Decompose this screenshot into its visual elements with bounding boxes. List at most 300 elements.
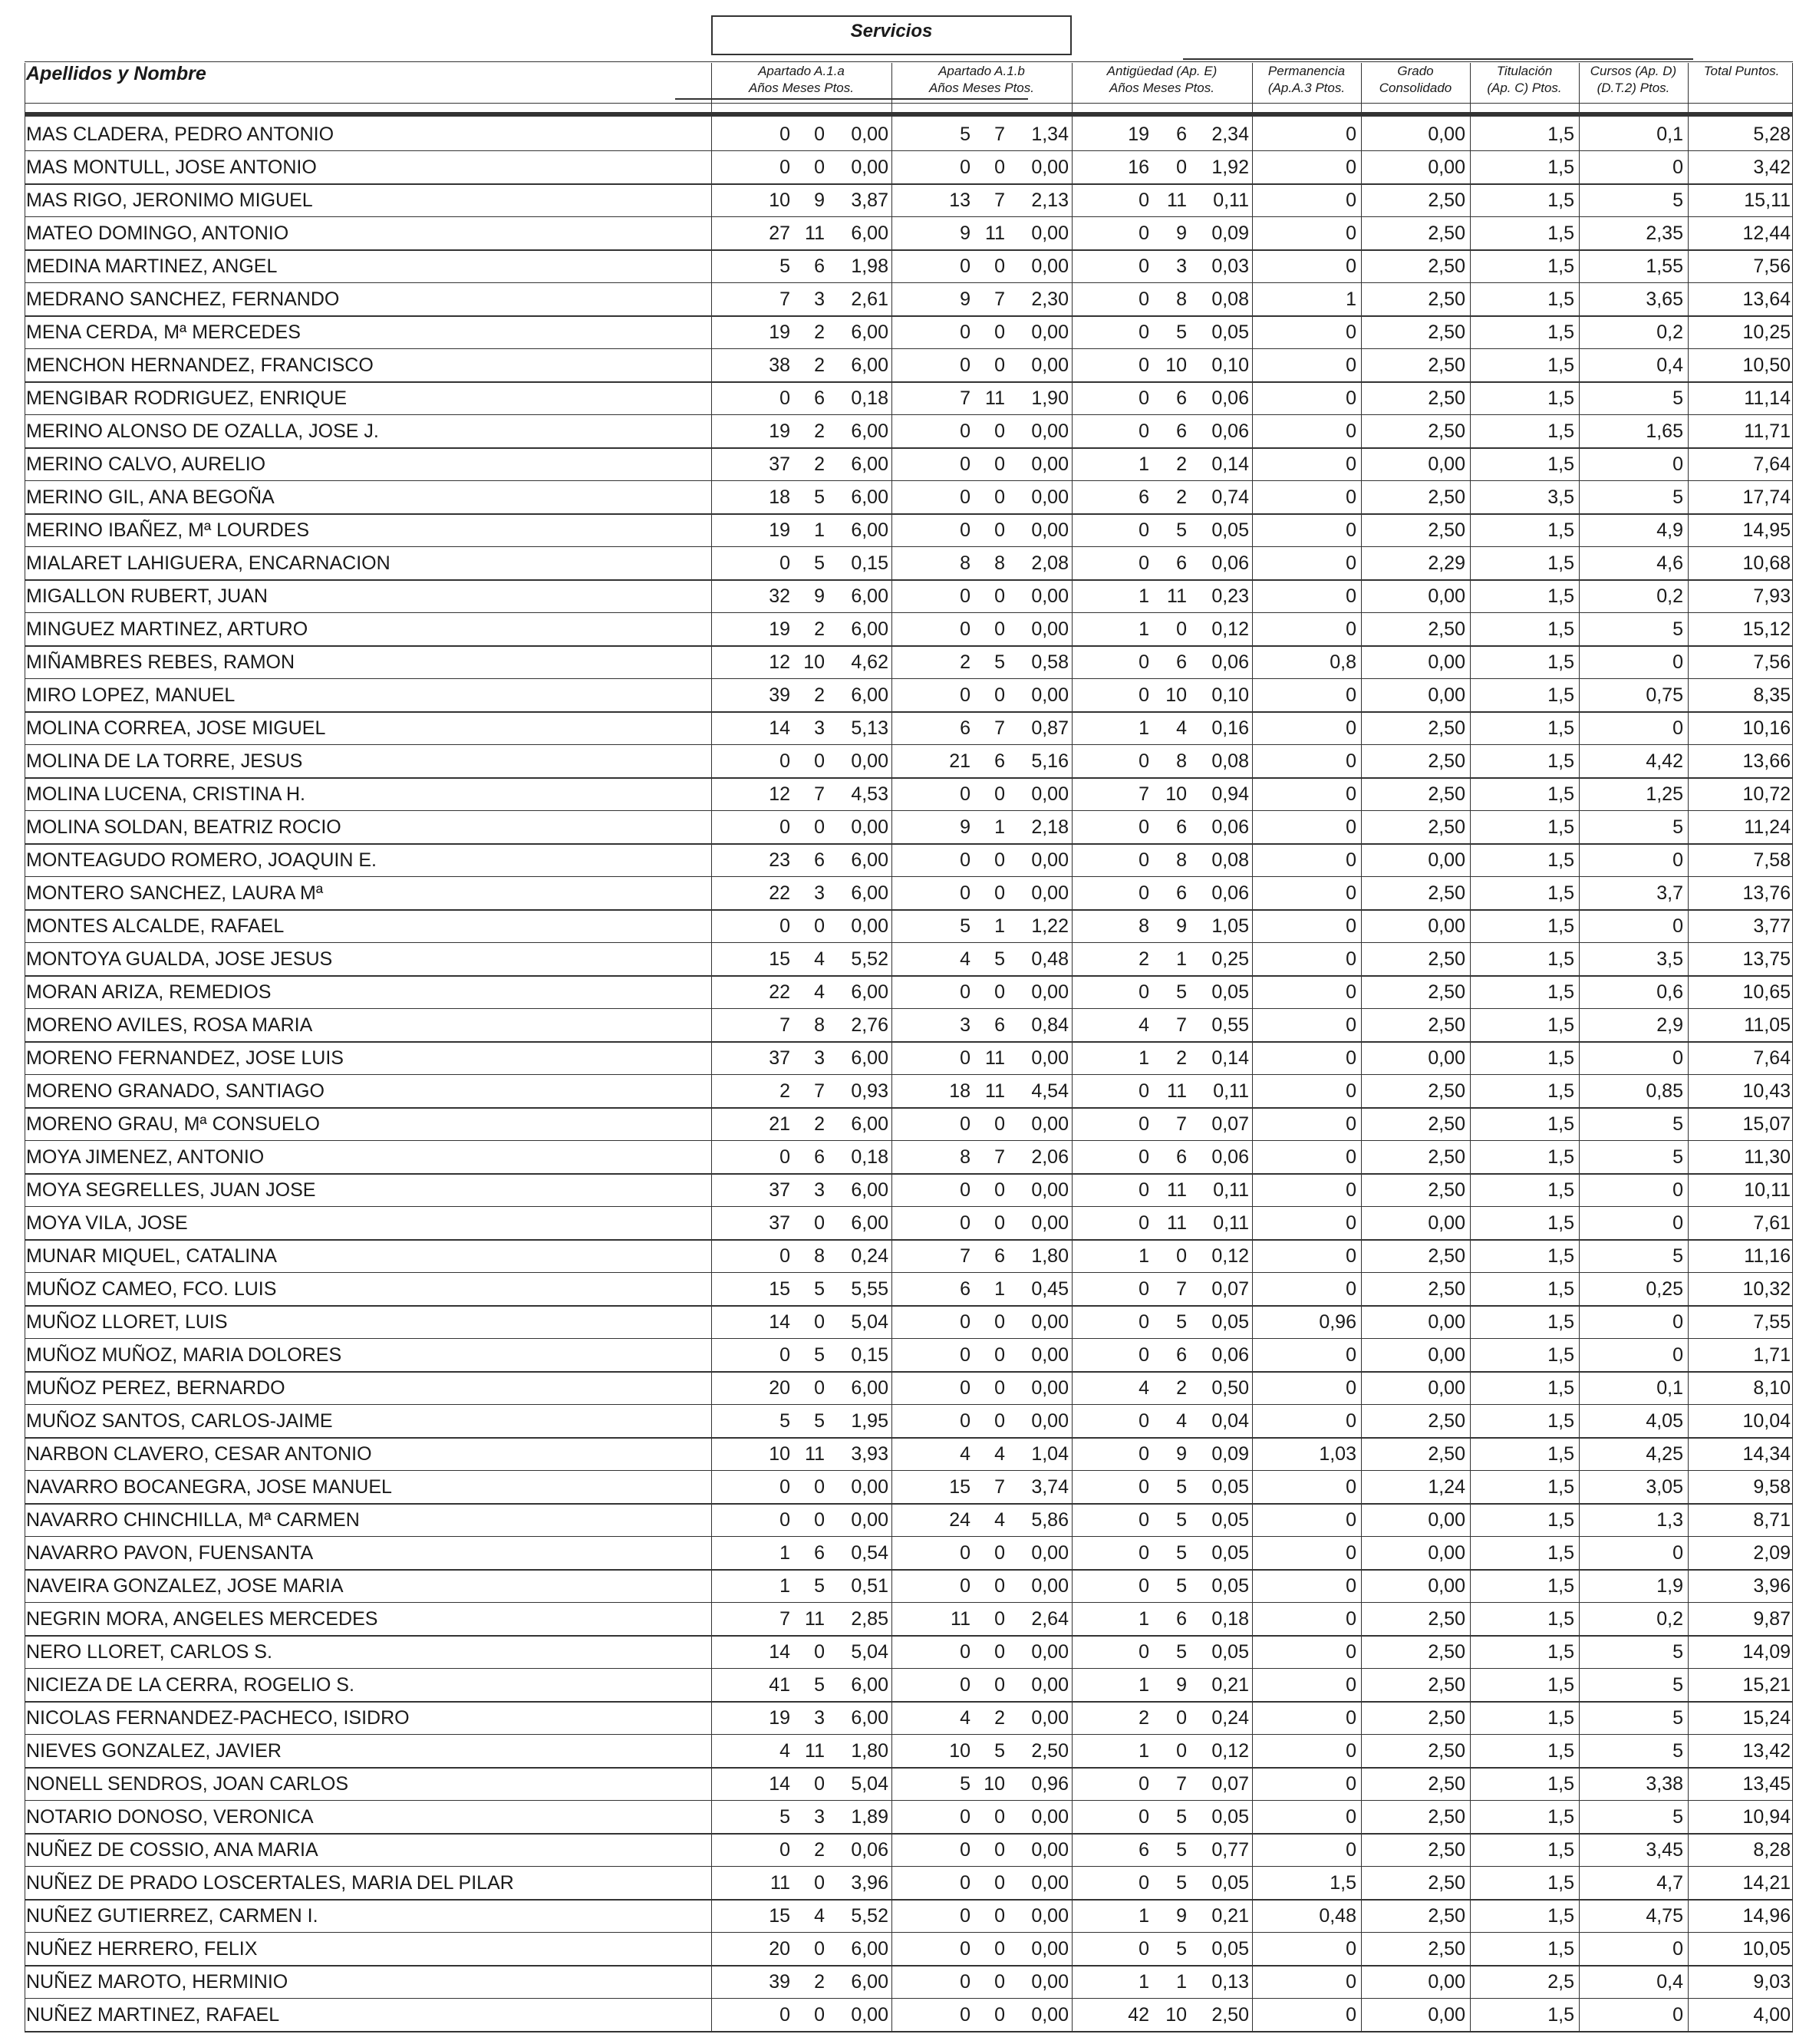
cell-a1b-months: 0 bbox=[994, 1377, 1005, 1399]
cell-total: 7,55 bbox=[1753, 1311, 1791, 1333]
cell-name: MENA CERDA, Mª MERCEDES bbox=[26, 321, 301, 343]
cell-total: 7,64 bbox=[1753, 1047, 1791, 1069]
cell-total: 7,56 bbox=[1753, 651, 1791, 673]
cell-grado: 0,00 bbox=[1428, 1047, 1465, 1069]
cell-a1b-years: 13 bbox=[949, 190, 970, 211]
cell-a1b-years: 0 bbox=[960, 1971, 970, 1993]
total-header: Total Puntos. bbox=[1703, 64, 1780, 78]
cell-total: 3,96 bbox=[1753, 1575, 1791, 1597]
cell-cursos: 3,5 bbox=[1656, 948, 1683, 970]
cell-titulacion: 1,5 bbox=[1547, 1707, 1574, 1729]
cell-a1a-points: 6,00 bbox=[851, 519, 888, 541]
cell-cursos: 0 bbox=[1672, 453, 1683, 475]
cell-a1b-months: 0 bbox=[994, 684, 1005, 706]
cell-a1a-months: 0 bbox=[814, 1872, 825, 1894]
cell-a1b-years: 0 bbox=[960, 684, 970, 706]
cell-a1a-months: 11 bbox=[805, 1740, 825, 1762]
cell-titulacion: 1,5 bbox=[1547, 1872, 1574, 1894]
cell-permanencia: 0 bbox=[1346, 1014, 1356, 1036]
cell-a1b-points: 1,22 bbox=[1031, 915, 1069, 937]
cell-a1b-points: 0,00 bbox=[1031, 981, 1069, 1003]
cell-antig-years: 0 bbox=[1139, 1773, 1149, 1795]
cell-a1a-points: 4,53 bbox=[851, 783, 888, 805]
cell-a1b-years: 0 bbox=[960, 519, 970, 541]
cell-antig-points: 0,07 bbox=[1211, 1113, 1249, 1135]
cell-cursos: 1,65 bbox=[1646, 420, 1683, 442]
cell-a1b-years: 6 bbox=[960, 1278, 970, 1300]
cell-a1a-points: 5,52 bbox=[851, 948, 888, 970]
cell-name: NAVARRO BOCANEGRA, JOSE MANUEL bbox=[26, 1476, 392, 1498]
table-row bbox=[0, 481, 1819, 514]
cell-antig-points: 0,05 bbox=[1211, 1311, 1249, 1333]
cell-a1b-months: 0 bbox=[994, 981, 1005, 1003]
cell-permanencia: 0 bbox=[1346, 1839, 1356, 1861]
cell-a1a-years: 21 bbox=[769, 1113, 790, 1135]
cell-antig-years: 1 bbox=[1139, 1608, 1149, 1630]
cell-a1b-years: 0 bbox=[960, 1872, 970, 1894]
cell-antig-years: 0 bbox=[1139, 816, 1149, 838]
header-top-rule-right bbox=[711, 61, 1793, 62]
cell-a1a-years: 5 bbox=[779, 256, 790, 277]
cell-permanencia: 0,8 bbox=[1330, 651, 1356, 673]
cell-antig-months: 5 bbox=[1176, 1938, 1187, 1960]
cell-a1b-months: 7 bbox=[994, 1146, 1005, 1168]
cell-name: MERINO ALONSO DE OZALLA, JOSE J. bbox=[26, 420, 379, 442]
cell-antig-months: 7 bbox=[1176, 1773, 1187, 1795]
cell-a1a-points: 0,18 bbox=[851, 1146, 888, 1168]
cell-antig-months: 6 bbox=[1176, 124, 1187, 145]
cell-cursos: 0 bbox=[1672, 157, 1683, 178]
cell-a1a-years: 14 bbox=[769, 717, 790, 739]
cell-titulacion: 1,5 bbox=[1547, 651, 1574, 673]
cell-a1b-months: 7 bbox=[994, 288, 1005, 310]
cell-a1b-months: 0 bbox=[994, 1674, 1005, 1696]
cell-a1b-points: 0,00 bbox=[1031, 1641, 1069, 1663]
cell-antig-points: 0,94 bbox=[1211, 783, 1249, 805]
cell-titulacion: 1,5 bbox=[1547, 1410, 1574, 1432]
cell-a1a-years: 15 bbox=[769, 1278, 790, 1300]
cell-a1a-months: 7 bbox=[814, 1080, 825, 1102]
cell-antig-years: 19 bbox=[1128, 124, 1149, 145]
cell-titulacion: 1,5 bbox=[1547, 2004, 1574, 2026]
column-divider bbox=[711, 63, 712, 2032]
cell-a1b-points: 5,16 bbox=[1031, 750, 1069, 772]
cell-antig-years: 2 bbox=[1139, 1707, 1149, 1729]
cell-a1b-points: 0,48 bbox=[1031, 948, 1069, 970]
column-divider bbox=[1361, 63, 1362, 2032]
cell-antig-years: 1 bbox=[1139, 1047, 1149, 1069]
cell-a1a-points: 6,00 bbox=[851, 684, 888, 706]
table-row bbox=[0, 1405, 1819, 1438]
cell-a1a-months: 0 bbox=[814, 1212, 825, 1234]
cell-a1a-points: 3,93 bbox=[851, 1443, 888, 1465]
cell-a1b-points: 0,00 bbox=[1031, 783, 1069, 805]
cell-antig-months: 6 bbox=[1176, 816, 1187, 838]
cursos-header: Cursos (Ap. D) (D.T.2) Ptos. bbox=[1590, 64, 1677, 95]
cell-antig-points: 0,13 bbox=[1211, 1971, 1249, 1993]
cell-a1b-years: 0 bbox=[960, 256, 970, 277]
cell-antig-months: 11 bbox=[1167, 1080, 1187, 1102]
cell-antig-years: 0 bbox=[1139, 1641, 1149, 1663]
cell-antig-months: 8 bbox=[1176, 288, 1187, 310]
cell-antig-points: 0,14 bbox=[1211, 453, 1249, 475]
cell-grado: 2,50 bbox=[1428, 354, 1465, 376]
cell-a1a-years: 15 bbox=[769, 1905, 790, 1927]
cell-a1a-years: 22 bbox=[769, 882, 790, 904]
cell-total: 11,16 bbox=[1744, 1245, 1791, 1267]
cell-titulacion: 1,5 bbox=[1547, 1278, 1574, 1300]
cell-permanencia: 0 bbox=[1346, 1806, 1356, 1828]
cell-titulacion: 1,5 bbox=[1547, 1344, 1574, 1366]
cell-a1a-years: 1 bbox=[779, 1542, 790, 1564]
cell-antig-months: 5 bbox=[1176, 1872, 1187, 1894]
cell-antig-years: 0 bbox=[1139, 1410, 1149, 1432]
cell-antig-points: 0,05 bbox=[1211, 321, 1249, 343]
cell-grado: 2,50 bbox=[1428, 1113, 1465, 1135]
cell-antig-months: 3 bbox=[1176, 256, 1187, 277]
cell-total: 14,96 bbox=[1742, 1905, 1791, 1927]
cell-antig-points: 0,09 bbox=[1211, 223, 1249, 244]
cell-a1a-points: 0,00 bbox=[851, 124, 888, 145]
cell-a1b-years: 0 bbox=[960, 420, 970, 442]
cell-a1a-years: 22 bbox=[769, 981, 790, 1003]
cell-a1b-points: 0,00 bbox=[1031, 1971, 1069, 1993]
cell-a1b-points: 2,18 bbox=[1031, 816, 1069, 838]
cell-a1a-years: 0 bbox=[779, 1245, 790, 1267]
cell-a1a-months: 6 bbox=[814, 1542, 825, 1564]
cell-a1b-points: 0,00 bbox=[1031, 1113, 1069, 1135]
cell-titulacion: 1,5 bbox=[1547, 1641, 1574, 1663]
cell-a1b-months: 11 bbox=[985, 1080, 1005, 1102]
cell-a1b-months: 4 bbox=[994, 1509, 1005, 1531]
cell-cursos: 5 bbox=[1672, 816, 1683, 838]
cell-antig-points: 0,14 bbox=[1211, 1047, 1249, 1069]
cell-a1b-years: 18 bbox=[949, 1080, 970, 1102]
cell-a1a-years: 0 bbox=[779, 1344, 790, 1366]
cell-total: 10,04 bbox=[1742, 1410, 1791, 1432]
cell-cursos: 0,25 bbox=[1646, 1278, 1683, 1300]
cell-titulacion: 1,5 bbox=[1547, 948, 1574, 970]
cell-titulacion: 1,5 bbox=[1547, 717, 1574, 739]
cell-a1b-points: 1,80 bbox=[1031, 1245, 1069, 1267]
cell-total: 10,68 bbox=[1742, 552, 1791, 574]
cell-cursos: 5 bbox=[1672, 1245, 1683, 1267]
cell-total: 10,16 bbox=[1742, 717, 1791, 739]
table-row bbox=[0, 844, 1819, 877]
cell-grado: 0,00 bbox=[1428, 453, 1465, 475]
cell-titulacion: 1,5 bbox=[1547, 420, 1574, 442]
cell-a1b-months: 2 bbox=[994, 1707, 1005, 1729]
cell-antig-years: 0 bbox=[1139, 750, 1149, 772]
cell-total: 10,25 bbox=[1742, 321, 1791, 343]
cell-a1b-months: 5 bbox=[994, 948, 1005, 970]
cell-antig-months: 5 bbox=[1176, 1476, 1187, 1498]
table-row bbox=[0, 1240, 1819, 1273]
cell-a1a-points: 6,00 bbox=[851, 1113, 888, 1135]
cell-antig-points: 0,11 bbox=[1213, 1179, 1249, 1201]
cell-grado: 2,50 bbox=[1428, 1410, 1465, 1432]
table-row bbox=[0, 1603, 1819, 1636]
cell-a1a-years: 14 bbox=[769, 1311, 790, 1333]
cell-a1a-months: 11 bbox=[805, 1608, 825, 1630]
cell-total: 4,00 bbox=[1753, 2004, 1791, 2026]
cell-a1b-points: 0,00 bbox=[1031, 1872, 1069, 1894]
cell-a1b-months: 1 bbox=[994, 915, 1005, 937]
cell-cursos: 5 bbox=[1672, 1806, 1683, 1828]
cell-a1b-points: 0,00 bbox=[1031, 585, 1069, 607]
cell-permanencia: 0 bbox=[1346, 1179, 1356, 1201]
table-row bbox=[0, 1702, 1819, 1735]
cell-a1b-years: 0 bbox=[960, 981, 970, 1003]
cell-a1b-points: 0,00 bbox=[1031, 618, 1069, 640]
cell-total: 8,28 bbox=[1753, 1839, 1791, 1861]
cell-total: 13,64 bbox=[1742, 288, 1791, 310]
cell-total: 8,71 bbox=[1753, 1509, 1791, 1531]
cell-antig-years: 1 bbox=[1139, 453, 1149, 475]
cell-antig-months: 11 bbox=[1167, 190, 1187, 211]
cell-titulacion: 2,5 bbox=[1547, 1971, 1574, 1993]
table-row bbox=[0, 811, 1819, 844]
cell-antig-points: 0,24 bbox=[1211, 1707, 1249, 1729]
cell-a1b-years: 0 bbox=[960, 1806, 970, 1828]
cell-titulacion: 1,5 bbox=[1547, 1146, 1574, 1168]
cell-a1a-months: 11 bbox=[805, 223, 825, 244]
cell-antig-months: 1 bbox=[1176, 948, 1187, 970]
cell-permanencia: 0 bbox=[1346, 2004, 1356, 2026]
cell-a1a-years: 14 bbox=[769, 1773, 790, 1795]
cell-antig-points: 0,05 bbox=[1211, 1476, 1249, 1498]
cell-total: 11,30 bbox=[1744, 1146, 1791, 1168]
table-row bbox=[0, 1471, 1819, 1504]
cell-grado: 0,00 bbox=[1428, 1377, 1465, 1399]
cell-a1a-years: 5 bbox=[779, 1410, 790, 1432]
cell-a1a-months: 7 bbox=[814, 783, 825, 805]
cell-grado: 2,50 bbox=[1428, 519, 1465, 541]
cell-cursos: 5 bbox=[1672, 1740, 1683, 1762]
cell-permanencia: 0,48 bbox=[1319, 1905, 1356, 1927]
cell-a1a-months: 2 bbox=[814, 618, 825, 640]
cell-titulacion: 1,5 bbox=[1547, 1047, 1574, 1069]
cell-antig-points: 0,03 bbox=[1211, 256, 1249, 277]
cell-a1b-years: 2 bbox=[960, 651, 970, 673]
table-row bbox=[0, 1273, 1819, 1306]
grado-header: Grado Consolidado bbox=[1379, 64, 1452, 95]
cell-total: 14,09 bbox=[1742, 1641, 1791, 1663]
cell-a1a-months: 9 bbox=[814, 585, 825, 607]
cell-a1a-months: 3 bbox=[814, 1806, 825, 1828]
cell-titulacion: 1,5 bbox=[1547, 849, 1574, 871]
cell-antig-years: 0 bbox=[1139, 1938, 1149, 1960]
cell-a1a-points: 5,04 bbox=[851, 1641, 888, 1663]
cell-a1b-months: 0 bbox=[994, 420, 1005, 442]
cell-a1b-years: 5 bbox=[960, 124, 970, 145]
cell-a1b-points: 1,90 bbox=[1031, 387, 1069, 409]
cell-permanencia: 0 bbox=[1346, 1707, 1356, 1729]
cell-titulacion: 1,5 bbox=[1547, 288, 1574, 310]
column-divider bbox=[1072, 63, 1073, 2032]
cell-a1b-points: 2,30 bbox=[1031, 288, 1069, 310]
header-top-rule bbox=[1183, 58, 1693, 60]
cell-a1b-points: 4,54 bbox=[1031, 1080, 1069, 1102]
cell-antig-months: 0 bbox=[1176, 1740, 1187, 1762]
cell-antig-points: 0,77 bbox=[1211, 1839, 1249, 1861]
cell-antig-points: 0,11 bbox=[1213, 190, 1249, 211]
cell-grado: 0,00 bbox=[1428, 585, 1465, 607]
cell-name: MERINO CALVO, AURELIO bbox=[26, 453, 266, 475]
cell-a1b-points: 0,00 bbox=[1031, 1707, 1069, 1729]
cell-a1a-years: 4 bbox=[779, 1740, 790, 1762]
cell-a1a-years: 23 bbox=[769, 849, 790, 871]
cell-antig-months: 0 bbox=[1176, 157, 1187, 178]
cell-permanencia: 0 bbox=[1346, 981, 1356, 1003]
cell-antig-months: 2 bbox=[1176, 453, 1187, 475]
cell-antig-years: 4 bbox=[1139, 1377, 1149, 1399]
cell-a1a-points: 6,00 bbox=[851, 223, 888, 244]
cell-a1b-months: 11 bbox=[985, 223, 1005, 244]
cell-a1a-months: 4 bbox=[814, 1905, 825, 1927]
table-row bbox=[0, 448, 1819, 481]
cell-antig-years: 0 bbox=[1139, 849, 1149, 871]
cell-cursos: 0 bbox=[1672, 1344, 1683, 1366]
cell-antig-points: 0,50 bbox=[1211, 1377, 1249, 1399]
cell-antig-points: 1,92 bbox=[1211, 157, 1249, 178]
cell-a1b-months: 0 bbox=[994, 486, 1005, 508]
row-divider bbox=[25, 2031, 1793, 2032]
cell-a1a-years: 7 bbox=[779, 1014, 790, 1036]
cell-total: 15,11 bbox=[1744, 190, 1791, 211]
cell-name: MOLINA DE LA TORRE, JESUS bbox=[26, 750, 303, 772]
table-row bbox=[0, 613, 1819, 646]
table-row bbox=[0, 778, 1819, 811]
cell-a1b-months: 7 bbox=[994, 717, 1005, 739]
header-top-rule-left bbox=[25, 61, 711, 62]
cell-antig-years: 1 bbox=[1139, 1905, 1149, 1927]
cell-grado: 2,50 bbox=[1428, 618, 1465, 640]
cell-a1b-years: 7 bbox=[960, 387, 970, 409]
cell-antig-months: 5 bbox=[1176, 1641, 1187, 1663]
cell-cursos: 5 bbox=[1672, 387, 1683, 409]
cell-total: 11,14 bbox=[1744, 387, 1791, 409]
cell-antig-months: 7 bbox=[1176, 1113, 1187, 1135]
cell-name: NICOLAS FERNANDEZ-PACHECO, ISIDRO bbox=[26, 1707, 410, 1729]
cell-total: 15,07 bbox=[1742, 1113, 1791, 1135]
cell-cursos: 0,75 bbox=[1646, 684, 1683, 706]
cell-a1a-points: 0,15 bbox=[851, 552, 888, 574]
cell-titulacion: 1,5 bbox=[1547, 1938, 1574, 1960]
table-row bbox=[0, 976, 1819, 1009]
cell-permanencia: 0 bbox=[1346, 1575, 1356, 1597]
column-divider bbox=[1688, 63, 1689, 2032]
cell-a1b-points: 0,58 bbox=[1031, 651, 1069, 673]
cell-antig-months: 8 bbox=[1176, 849, 1187, 871]
cell-antig-years: 1 bbox=[1139, 1245, 1149, 1267]
cell-antig-years: 1 bbox=[1139, 1740, 1149, 1762]
cell-antig-points: 0,06 bbox=[1211, 651, 1249, 673]
cell-name: MORENO FERNANDEZ, JOSE LUIS bbox=[26, 1047, 344, 1069]
cell-antig-points: 0,07 bbox=[1211, 1773, 1249, 1795]
cell-permanencia: 0 bbox=[1346, 1377, 1356, 1399]
cell-a1a-years: 39 bbox=[769, 1971, 790, 1993]
cell-a1b-points: 0,00 bbox=[1031, 1311, 1069, 1333]
cell-antig-months: 11 bbox=[1167, 1179, 1187, 1201]
cell-grado: 2,50 bbox=[1428, 256, 1465, 277]
cell-name: NUÑEZ GUTIERREZ, CARMEN I. bbox=[26, 1905, 318, 1927]
cell-a1a-years: 37 bbox=[769, 453, 790, 475]
cell-permanencia: 0 bbox=[1346, 1971, 1356, 1993]
cell-antig-points: 0,11 bbox=[1213, 1212, 1249, 1234]
cell-a1a-points: 6,00 bbox=[851, 1938, 888, 1960]
cell-grado: 0,00 bbox=[1428, 157, 1465, 178]
cell-a1b-points: 0,00 bbox=[1031, 849, 1069, 871]
cell-cursos: 0 bbox=[1672, 1179, 1683, 1201]
cell-antig-years: 0 bbox=[1139, 1476, 1149, 1498]
table-row bbox=[0, 712, 1819, 745]
cell-antig-months: 6 bbox=[1176, 552, 1187, 574]
cell-permanencia: 0 bbox=[1346, 124, 1356, 145]
cell-a1a-years: 0 bbox=[779, 124, 790, 145]
cell-titulacion: 1,5 bbox=[1547, 1179, 1574, 1201]
cell-cursos: 0 bbox=[1672, 1938, 1683, 1960]
cell-antig-months: 5 bbox=[1176, 1806, 1187, 1828]
cell-a1a-years: 38 bbox=[769, 354, 790, 376]
cell-a1a-years: 0 bbox=[779, 157, 790, 178]
cell-a1a-years: 5 bbox=[779, 1806, 790, 1828]
cell-permanencia: 0 bbox=[1346, 354, 1356, 376]
cell-a1a-months: 2 bbox=[814, 1113, 825, 1135]
cell-grado: 2,50 bbox=[1428, 1179, 1465, 1201]
cell-a1a-months: 11 bbox=[805, 1443, 825, 1465]
cell-grado: 2,50 bbox=[1428, 1938, 1465, 1960]
cell-grado: 2,50 bbox=[1428, 1146, 1465, 1168]
cell-a1b-years: 0 bbox=[960, 486, 970, 508]
cell-a1b-months: 11 bbox=[985, 387, 1005, 409]
cell-a1a-points: 5,04 bbox=[851, 1773, 888, 1795]
cell-antig-points: 0,05 bbox=[1211, 1542, 1249, 1564]
cell-permanencia: 0 bbox=[1346, 783, 1356, 805]
cell-a1a-points: 0,24 bbox=[851, 1245, 888, 1267]
table-row bbox=[0, 1999, 1819, 2032]
cell-a1a-points: 0,54 bbox=[851, 1542, 888, 1564]
cell-a1a-years: 7 bbox=[779, 288, 790, 310]
cell-total: 14,21 bbox=[1742, 1872, 1791, 1894]
cell-a1a-points: 6,00 bbox=[851, 1707, 888, 1729]
cell-a1a-points: 1,80 bbox=[851, 1740, 888, 1762]
cell-grado: 2,50 bbox=[1428, 1245, 1465, 1267]
cell-permanencia: 0 bbox=[1346, 453, 1356, 475]
cell-name: MOLINA CORREA, JOSE MIGUEL bbox=[26, 717, 326, 739]
cell-a1b-years: 8 bbox=[960, 1146, 970, 1168]
cell-permanencia: 0 bbox=[1346, 1146, 1356, 1168]
cell-name: NOTARIO DONOSO, VERONICA bbox=[26, 1806, 314, 1828]
cell-permanencia: 0 bbox=[1346, 256, 1356, 277]
cell-antig-months: 7 bbox=[1176, 1014, 1187, 1036]
cell-titulacion: 1,5 bbox=[1547, 1080, 1574, 1102]
table-row bbox=[0, 1966, 1819, 1999]
cell-antig-months: 0 bbox=[1176, 1245, 1187, 1267]
cell-titulacion: 3,5 bbox=[1547, 486, 1574, 508]
cell-a1a-months: 0 bbox=[814, 1641, 825, 1663]
cell-antig-years: 1 bbox=[1139, 618, 1149, 640]
cell-a1b-months: 0 bbox=[994, 1575, 1005, 1597]
column-divider bbox=[1252, 63, 1253, 2032]
cell-a1a-points: 2,85 bbox=[851, 1608, 888, 1630]
cell-antig-months: 0 bbox=[1176, 1707, 1187, 1729]
cell-antig-years: 7 bbox=[1139, 783, 1149, 805]
cell-antig-points: 0,08 bbox=[1211, 288, 1249, 310]
cell-a1a-months: 8 bbox=[814, 1014, 825, 1036]
cell-total: 10,32 bbox=[1742, 1278, 1791, 1300]
cell-a1a-points: 6,00 bbox=[851, 585, 888, 607]
